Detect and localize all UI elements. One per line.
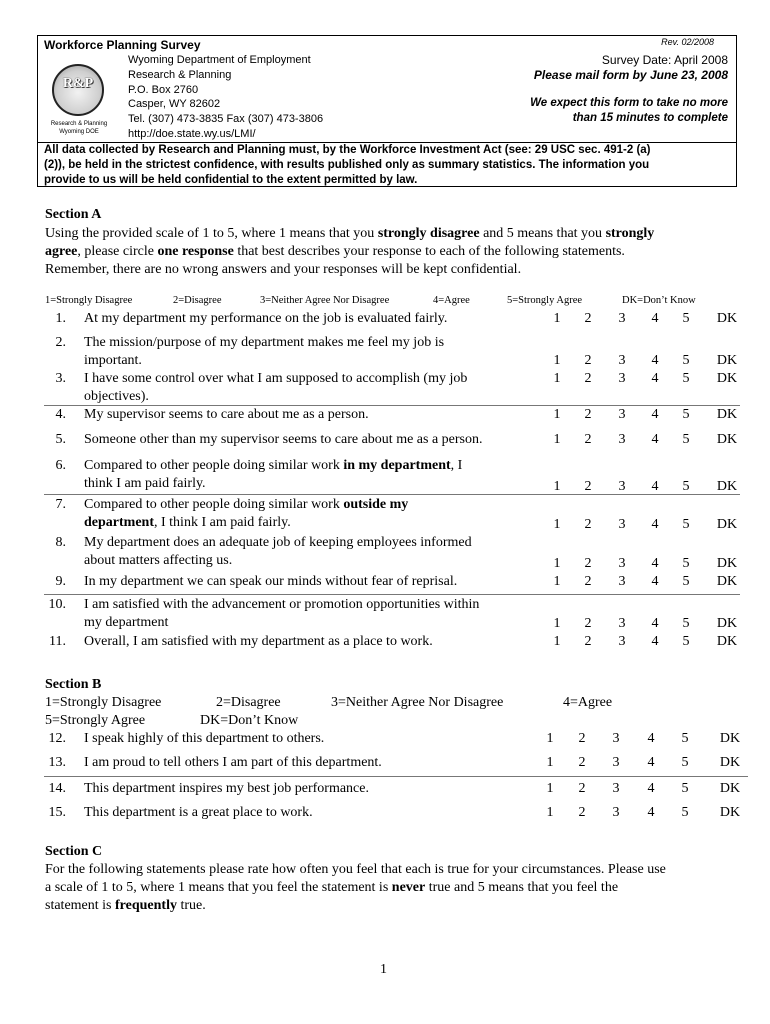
question-number: 8. — [55, 535, 66, 550]
response-option-dk[interactable]: DK — [719, 755, 741, 770]
response-option-one[interactable]: 1 — [553, 311, 561, 326]
question-text: objectives). — [84, 389, 149, 404]
response-option-three[interactable]: 3 — [618, 479, 626, 494]
intro-text: that best describes your response to each of the following statements. — [233, 244, 625, 259]
question-6 — [0, 457, 770, 475]
legend-strongly-disagree: 1=Strongly Disagree — [45, 295, 133, 306]
section-b-legend-sd: 1=Strongly Disagree — [45, 695, 162, 710]
org-line: Wyoming Department of Employment — [128, 54, 311, 66]
group-divider — [44, 494, 740, 495]
response-option-one[interactable]: 1 — [553, 517, 561, 532]
response-option-two[interactable]: 2 — [584, 634, 592, 649]
question-text: Someone other than my supervisor seems to care about me as a person. — [84, 432, 483, 447]
question-number: 14. — [48, 781, 66, 796]
response-option-four[interactable]: 4 — [651, 353, 659, 368]
section-a-intro-line2 — [45, 243, 625, 261]
response-option-three[interactable]: 3 — [612, 805, 620, 820]
intro-bold: one response — [157, 244, 234, 259]
page-number: 1 — [380, 962, 387, 977]
response-option-five[interactable]: 5 — [682, 432, 690, 447]
response-option-dk[interactable]: DK — [716, 556, 738, 571]
response-option-one[interactable]: 1 — [546, 731, 554, 746]
question-text: This department inspires my best job performance. — [84, 781, 369, 796]
response-option-dk[interactable]: DK — [716, 407, 738, 422]
response-option-five[interactable]: 5 — [682, 407, 690, 422]
response-option-three[interactable]: 3 — [618, 371, 626, 386]
legend-neither: 3=Neither Agree Nor Disagree — [260, 295, 390, 306]
response-option-three[interactable]: 3 — [618, 517, 626, 532]
response-option-five[interactable]: 5 — [681, 731, 689, 746]
response-option-dk[interactable]: DK — [716, 311, 738, 326]
org-line: Research & Planning — [128, 68, 232, 81]
question-number: 2. — [55, 335, 66, 350]
response-option-two[interactable]: 2 — [584, 556, 592, 571]
question-text: I am satisfied with the advancement or promotion opportunities within — [84, 597, 480, 612]
section-a-intro-line3: Remember, there are no wrong answers and your responses will be kept confidential. — [45, 262, 522, 277]
notice-line: provide to us will be held confidential to the extent permitted by law. — [44, 174, 418, 186]
section-b-legend-sa: 5=Strongly Agree — [45, 713, 146, 728]
response-option-five[interactable]: 5 — [682, 311, 690, 326]
response-option-five[interactable]: 5 — [682, 517, 690, 532]
revision-label: Rev. 02/2008 — [661, 37, 714, 47]
response-option-dk[interactable]: DK — [719, 805, 741, 820]
confidentiality-notice — [44, 143, 651, 188]
question-text: my department — [84, 615, 169, 630]
section-c-line1: For the following statements please rate how often you feel that each is true for your circumstances. Please use — [45, 862, 666, 877]
response-option-three[interactable]: 3 — [618, 616, 626, 631]
response-option-two[interactable]: 2 — [578, 781, 586, 796]
question-number: 4. — [55, 407, 66, 422]
response-option-two[interactable]: 2 — [584, 574, 592, 589]
question-text: important. — [84, 353, 142, 368]
response-option-two[interactable]: 2 — [584, 479, 592, 494]
question-text: My supervisor seems to care about me as a person. — [84, 407, 369, 422]
question-number: 13. — [48, 755, 66, 770]
question-text: I have some control over what I am supposed to accomplish (my job — [84, 371, 468, 386]
response-option-four[interactable]: 4 — [651, 517, 659, 532]
question-text: about matters affecting us. — [84, 553, 233, 568]
response-option-four[interactable]: 4 — [647, 731, 655, 746]
response-option-dk[interactable]: DK — [719, 731, 741, 746]
response-option-three[interactable]: 3 — [618, 311, 626, 326]
intro-text: , please circle — [77, 244, 158, 259]
notice-line: All data collected by Research and Planning must, by the Workforce Investment Act (see: 29 USC sec. 491-2 (a) — [44, 144, 651, 156]
question-number: 10. — [48, 597, 66, 612]
question-3-cont — [0, 388, 770, 406]
question-text: In my department we can speak our minds without fear of reprisal. — [84, 574, 458, 589]
intro-bold: strongly disagree — [377, 226, 480, 241]
response-option-four[interactable]: 4 — [647, 755, 655, 770]
section-b-title: Section B — [45, 677, 102, 692]
response-option-three[interactable]: 3 — [612, 731, 620, 746]
response-option-five[interactable]: 5 — [682, 353, 690, 368]
org-line: P.O. Box 2760 — [128, 83, 199, 96]
question-number: 11. — [49, 634, 66, 649]
question-number: 5. — [55, 432, 66, 447]
response-option-three[interactable]: 3 — [618, 574, 626, 589]
question-text-bold: in my department — [343, 458, 451, 473]
intro-text: Using the provided scale of 1 to 5, where 1 means that you — [45, 226, 378, 241]
response-option-one[interactable]: 1 — [553, 556, 561, 571]
response-option-four[interactable]: 4 — [651, 311, 659, 326]
mail-deadline: Please mail form by June 23, 2008 — [533, 68, 728, 82]
org-line: Tel. (307) 473-3835 Fax (307) 473-3806 — [128, 113, 324, 126]
legend-strongly-agree: 5=Strongly Agree — [507, 295, 583, 306]
logo-caption-2: Wyoming DOE — [59, 129, 99, 135]
question-text-part: , I think I am paid fairly. — [154, 515, 291, 530]
survey-date: Survey Date: April 2008 — [601, 53, 728, 67]
section-c-text: statement is — [45, 898, 115, 913]
response-option-one[interactable]: 1 — [546, 755, 554, 770]
completion-time-line2: than 15 minutes to complete — [572, 112, 728, 124]
response-option-four[interactable]: 4 — [651, 616, 659, 631]
notice-line: (2)), be held in the strictest confidence, with results published only as summary statistics. The information you — [44, 159, 650, 171]
question-text: At my department my performance on the job is evaluated fairly. — [84, 311, 448, 326]
section-c-bold: frequently — [115, 898, 177, 913]
question-number: 9. — [55, 574, 66, 589]
response-option-dk[interactable]: DK — [716, 479, 738, 494]
response-option-five[interactable]: 5 — [682, 479, 690, 494]
question-7 — [0, 496, 770, 514]
response-option-dk[interactable]: DK — [716, 616, 738, 631]
response-option-dk[interactable]: DK — [716, 574, 738, 589]
question-text-part: Compared to other people doing similar work — [84, 458, 344, 473]
response-option-one[interactable]: 1 — [553, 353, 561, 368]
question-number: 3. — [55, 371, 66, 386]
question-text-bold: department — [84, 515, 154, 530]
response-option-four[interactable]: 4 — [651, 407, 659, 422]
response-option-five[interactable]: 5 — [682, 634, 690, 649]
response-option-one[interactable]: 1 — [553, 371, 561, 386]
intro-bold: agree — [45, 244, 78, 259]
legend-disagree: 2=Disagree — [173, 295, 222, 306]
section-c-bold: never — [391, 880, 426, 895]
org-website-link[interactable]: http://doe.state.wy.us/LMI/ — [128, 127, 256, 140]
question-text: I speak highly of this department to others. — [84, 731, 325, 746]
logo-caption-1: Research & Planning — [50, 121, 108, 127]
question-8 — [0, 534, 770, 552]
response-option-two[interactable]: 2 — [578, 755, 586, 770]
question-text — [84, 514, 291, 532]
response-option-dk[interactable]: DK — [716, 371, 738, 386]
response-option-dk[interactable]: DK — [716, 517, 738, 532]
section-a-intro-line1 — [45, 225, 654, 243]
response-option-five[interactable]: 5 — [682, 371, 690, 386]
response-option-three[interactable]: 3 — [618, 353, 626, 368]
response-option-one[interactable]: 1 — [553, 616, 561, 631]
org-line: Casper, WY 82602 — [128, 98, 221, 111]
question-number: 7. — [55, 497, 66, 512]
response-option-two[interactable]: 2 — [578, 731, 586, 746]
question-text: My department does an adequate job of keeping employees informed — [84, 535, 472, 550]
response-option-three[interactable]: 3 — [618, 432, 626, 447]
response-option-four[interactable]: 4 — [651, 556, 659, 571]
response-option-five[interactable]: 5 — [682, 574, 690, 589]
legend-dont-know: DK=Don’t Know — [622, 295, 696, 306]
response-option-four[interactable]: 4 — [651, 371, 659, 386]
response-option-five[interactable]: 5 — [682, 556, 690, 571]
response-option-two[interactable]: 2 — [584, 371, 592, 386]
completion-time-line1: We expect this form to take no more — [530, 97, 728, 109]
legend-agree: 4=Agree — [433, 295, 470, 306]
rp-logo — [52, 64, 104, 116]
response-option-two[interactable]: 2 — [584, 616, 592, 631]
response-option-dk[interactable]: DK — [716, 634, 738, 649]
question-text — [84, 496, 408, 514]
question-number: 15. — [48, 805, 66, 820]
section-b-legend-n: 3=Neither Agree Nor Disagree — [331, 695, 504, 710]
response-option-five[interactable]: 5 — [681, 781, 689, 796]
section-b-legend-a: 4=Agree — [563, 695, 613, 710]
section-c-text: a scale of 1 to 5, where 1 means that you feel the statement is — [45, 880, 392, 895]
response-option-two[interactable]: 2 — [584, 353, 592, 368]
question-text-part: , I — [450, 458, 463, 473]
response-option-dk[interactable]: DK — [719, 781, 741, 796]
section-c-line3 — [45, 897, 206, 915]
response-option-one[interactable]: 1 — [553, 407, 561, 422]
response-option-three[interactable]: 3 — [618, 634, 626, 649]
response-option-two[interactable]: 2 — [584, 517, 592, 532]
response-option-four[interactable]: 4 — [651, 432, 659, 447]
response-option-two[interactable]: 2 — [584, 407, 592, 422]
question-text: This department is a great place to work. — [84, 805, 313, 820]
response-option-one[interactable]: 1 — [553, 634, 561, 649]
header-box — [37, 35, 737, 187]
question-2 — [0, 334, 770, 352]
response-option-two[interactable]: 2 — [584, 311, 592, 326]
org-address — [128, 53, 323, 142]
section-a-title: Section A — [45, 207, 102, 222]
response-option-four[interactable]: 4 — [647, 805, 655, 820]
question-text — [84, 457, 462, 475]
question-number: 1. — [55, 311, 66, 326]
question-text: think I am paid fairly. — [84, 476, 206, 491]
question-number: 12. — [48, 731, 66, 746]
response-option-one[interactable]: 1 — [553, 432, 561, 447]
question-text: The mission/purpose of my department makes me feel my job is — [84, 335, 445, 350]
question-text-bold: outside my — [343, 497, 409, 512]
response-option-two[interactable]: 2 — [578, 805, 586, 820]
intro-bold: strongly — [605, 226, 655, 241]
group-divider — [44, 776, 748, 777]
response-option-four[interactable]: 4 — [651, 479, 659, 494]
response-option-one[interactable]: 1 — [546, 805, 554, 820]
response-option-three[interactable]: 3 — [612, 755, 620, 770]
response-option-two[interactable]: 2 — [584, 432, 592, 447]
group-divider — [44, 594, 740, 595]
response-option-five[interactable]: 5 — [682, 616, 690, 631]
response-option-three[interactable]: 3 — [612, 781, 620, 796]
logo-text: R&P — [62, 76, 94, 91]
response-option-four[interactable]: 4 — [651, 634, 659, 649]
question-text: Overall, I am satisfied with my department as a place to work. — [84, 634, 433, 649]
response-option-dk[interactable]: DK — [716, 353, 738, 368]
response-option-one[interactable]: 1 — [546, 781, 554, 796]
response-option-five[interactable]: 5 — [681, 805, 689, 820]
section-c-line2 — [45, 879, 618, 897]
response-option-three[interactable]: 3 — [618, 407, 626, 422]
survey-title: Workforce Planning Survey — [44, 38, 201, 52]
response-option-five[interactable]: 5 — [681, 755, 689, 770]
response-option-four[interactable]: 4 — [647, 781, 655, 796]
question-text-part: Compared to other people doing similar work — [84, 497, 344, 512]
question-10 — [0, 596, 770, 614]
section-b-legend-d: 2=Disagree — [216, 695, 281, 710]
intro-text: and 5 means that you — [479, 226, 606, 241]
response-option-dk[interactable]: DK — [716, 432, 738, 447]
section-c-title: Section C — [45, 844, 103, 859]
response-option-four[interactable]: 4 — [651, 574, 659, 589]
response-option-one[interactable]: 1 — [553, 574, 561, 589]
question-number: 6. — [55, 458, 66, 473]
section-b-legend-dk: DK=Don’t Know — [200, 713, 299, 728]
section-c-text: true and 5 means that you feel the — [425, 880, 619, 895]
question-text: I am proud to tell others I am part of this department. — [84, 755, 382, 770]
response-option-three[interactable]: 3 — [618, 556, 626, 571]
response-option-one[interactable]: 1 — [553, 479, 561, 494]
section-c-text: true. — [176, 898, 206, 913]
